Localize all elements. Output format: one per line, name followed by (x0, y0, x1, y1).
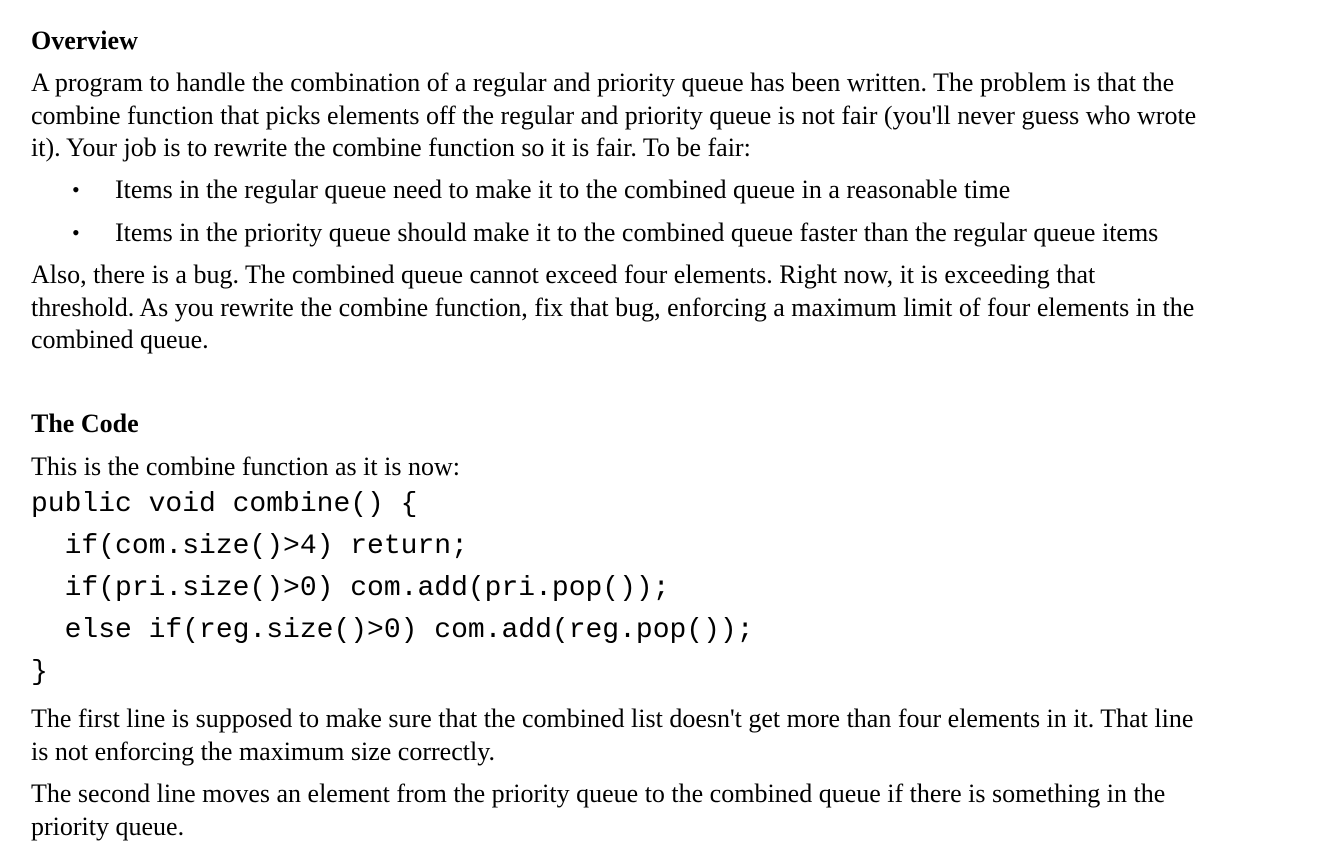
bullet-marker: • (72, 220, 80, 245)
bullet-text: Items in the priority queue should make it to the combined queue faster than the regular queue items (115, 218, 1159, 247)
code-heading: The Code (31, 409, 139, 438)
overview-heading: Overview (31, 26, 138, 55)
note-line: priority queue. (31, 811, 185, 841)
code-line: public void combine() { (31, 489, 418, 520)
bug-line: combined queue. (31, 325, 209, 354)
bug-line: Also, there is a bug. The combined queue cannot exceed four elements. Right now, it is exceeding that (31, 260, 1096, 289)
bug-line: threshold. As you rewrite the combine function, fix that bug, enforcing a maximum limit of four elements in the (31, 292, 1195, 322)
second-line-note (31, 778, 1165, 843)
code-line: } (31, 657, 48, 688)
code-line: else if(reg.size()>0) com.add(reg.pop()); (31, 615, 754, 646)
code-line: if(com.size()>4) return; (31, 531, 468, 562)
intro-line: combine function that picks elements off the regular and priority queue is not fair (you'll never guess who wrote (31, 100, 1197, 130)
intro-line: it). Your job is to rewrite the combine function so it is fair. To be fair: (31, 133, 751, 162)
code-intro: This is the combine function as it is now: (31, 452, 460, 481)
first-line-note (31, 703, 1193, 768)
bug-paragraph (31, 259, 1194, 357)
intro-line: A program to handle the combination of a regular and priority queue has been written. The problem is that the (31, 68, 1175, 97)
note-line: The first line is supposed to make sure that the combined list doesn't get more than four elements in it. That line (31, 704, 1194, 733)
note-line: is not enforcing the maximum size correctly. (31, 736, 496, 766)
bullet-text: Items in the regular queue need to make it to the combined queue in a reasonable time (115, 175, 1011, 204)
bullet-marker: • (72, 177, 80, 202)
intro-paragraph (31, 67, 1196, 165)
note-line: The second line moves an element from the priority queue to the combined queue if there is something in the (31, 779, 1166, 808)
code-line: if(pri.size()>0) com.add(pri.pop()); (31, 573, 670, 604)
